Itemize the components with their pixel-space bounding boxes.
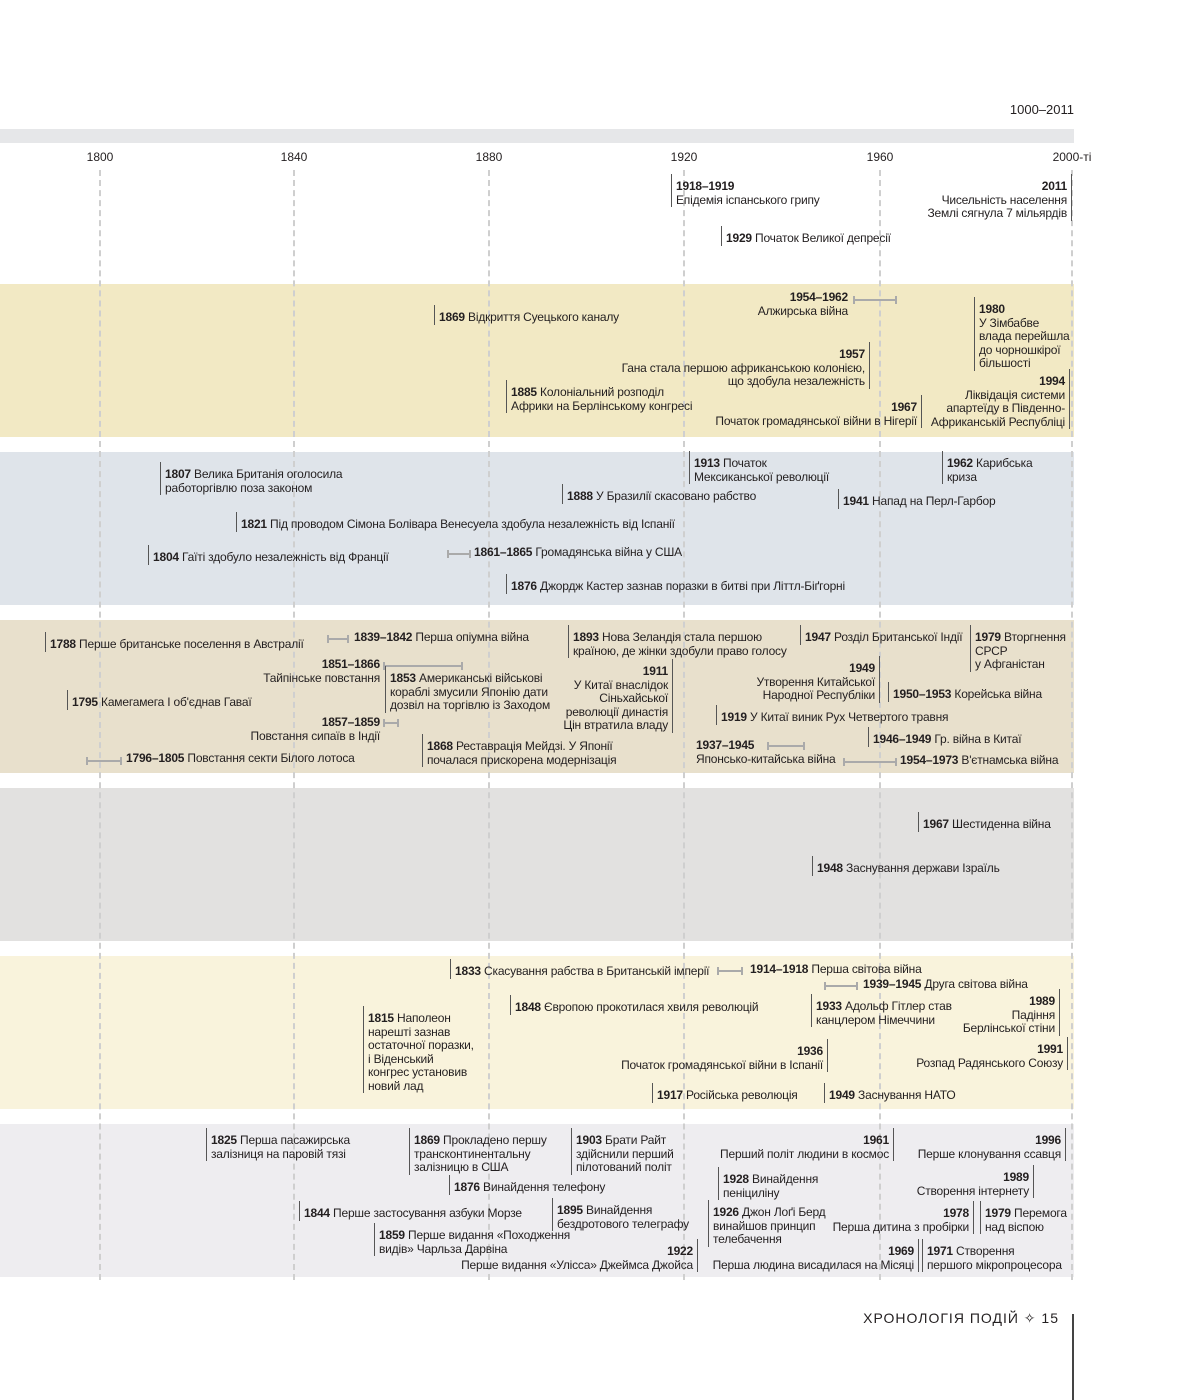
range-bar <box>844 761 896 763</box>
event: 1954–1973 В'єтнамська війна <box>900 753 1059 767</box>
event: 1936 Початок громадянської війни в Іспанії <box>621 1039 828 1072</box>
event: 1957 Гана стала першою африканською колонією, що здобула незалежність <box>622 342 870 389</box>
event: 1979 Вторгнення СРСР у Афганістан <box>970 625 1066 672</box>
event: 1989 Створення інтернету <box>917 1165 1034 1198</box>
event: 1885 Колоніальний розподіл Африки на Берлінському конгресі <box>506 380 692 413</box>
gridline <box>99 170 101 1280</box>
range-bar <box>825 985 857 987</box>
range-bar <box>384 722 398 724</box>
page-number: 15 <box>1041 1310 1059 1326</box>
event: 1876 Джордж Кастер зазнав поразки в битві при Літтл-Біґгорні <box>506 574 845 594</box>
event: 1796–1805 Повстання секти Білого лотоса <box>126 751 355 765</box>
event: 1839–1842 Перша опіумна війна <box>354 630 529 644</box>
axis-tick-1920: 1920 <box>670 150 698 164</box>
event: 1950–1953 Корейська війна <box>888 682 1042 702</box>
event: 1996 Перше клонування ссавця <box>918 1128 1066 1161</box>
event: 1928 Винайдення пеніциліну <box>718 1167 818 1200</box>
event: 1893 Нова Зеландія стала першою країною, де жінки здобули право голосу <box>568 625 787 658</box>
event: 1922 Перше видання «Улісса» Джеймса Джойса <box>461 1239 698 1272</box>
event: 1895 Винайдення бездротового телеграфу <box>552 1198 689 1231</box>
event: 1869 Прокладено першу трансконтинентальну залізницю в США <box>409 1128 547 1175</box>
event: 1971 Створення першого мікропроцесора <box>922 1239 1062 1272</box>
range-bar <box>768 745 804 747</box>
event: 1917 Російська революція <box>652 1083 798 1103</box>
event: 1868 Реставрація Мейдзі. У Японії почалася прискорена модернізація <box>422 734 616 767</box>
event: 1961 Перший політ людини в космос <box>720 1128 894 1161</box>
event: 1967 Початок громадянської війни в Нігерії <box>715 395 922 428</box>
range-bar <box>718 970 742 972</box>
event: 1926 Джон Лоґі Берд винайшов принцип телебачення <box>708 1200 825 1247</box>
event: 1933 Адольф Гітлер став канцлером Німеччини <box>811 994 952 1027</box>
axis-tick-1880: 1880 <box>475 150 503 164</box>
event: 1857–1859 Повстання сипаїв в Індії <box>250 715 380 743</box>
event: 1994 Ліквідація системи апартеїду в Південно- Африканській Республіці <box>931 369 1070 429</box>
event: 1949 Утворення Китайської Народної Республіки <box>756 656 880 703</box>
event: 1947 Розділ Британської Індії <box>800 625 962 645</box>
date-range: 1000–2011 <box>1009 102 1074 117</box>
range-bar <box>87 760 121 762</box>
event: 1939–1945 Друга світова війна <box>863 977 1028 991</box>
section-title: ХРОНОЛОГІЯ ПОДІЙ <box>863 1310 1019 1326</box>
event: 1929 Початок Великої депресії <box>721 226 891 246</box>
event: 1848 Європою прокотилася хвиля революцій <box>510 995 758 1015</box>
event: 1903 Брати Райт здійснили перший пілотований політ <box>571 1128 674 1175</box>
gridline <box>1071 170 1073 1280</box>
event: 1980 У Зімбабве влада перейшла до чорношкірої більшості <box>974 297 1070 371</box>
range-bar <box>328 638 348 640</box>
event: 1815 Наполеон нарешті зазнав остаточної поразки, і Віденський конгрес установив новий лад <box>363 1006 474 1093</box>
event: 1807 Велика Британія оголосила работоргівлю поза законом <box>160 462 342 495</box>
axis-tick-1840: 1840 <box>280 150 308 164</box>
event: 1853 Американські військові кораблі змусили Японію дати дозвіл на торгівлю із Заходом <box>385 666 550 713</box>
event: 1989 Падіння Берлінської стіни <box>963 989 1060 1036</box>
event: 1969 Перша людина висадилася на Місяці <box>713 1239 919 1272</box>
event: 1979 Перемога над віспою <box>980 1201 1067 1234</box>
top-bar <box>0 129 1074 143</box>
event: 1859 Перше видання «Походження видів» Чарльза Дарвіна <box>374 1223 570 1256</box>
footer <box>863 1310 1059 1327</box>
event: 1919 У Китаї виник Рух Четвертого травня <box>716 705 948 725</box>
event: 1941 Напад на Перл-Гарбор <box>838 489 995 509</box>
event: 1833 Скасування рабства в Британській імперії <box>450 959 709 979</box>
event: 1913 Початок Мексиканської революції <box>689 451 829 484</box>
event: 1788 Перше британське поселення в Австралії <box>45 632 304 652</box>
event: 1991 Розпад Радянського Союзу <box>916 1037 1068 1070</box>
event: 1825 Перша пасажирська залізниця на паровій тязі <box>206 1128 350 1161</box>
event: 1869 Відкриття Суецького каналу <box>434 305 619 325</box>
event: 1954–1962 Алжирська війна <box>757 290 848 318</box>
axis-tick-1800: 1800 <box>86 150 114 164</box>
event: 1918–1919 Епідемія іспанського грипу <box>671 174 820 207</box>
event: 1821 Під проводом Сімона Болівара Венесуела здобула незалежність від Іспанії <box>236 512 675 532</box>
event: 1937–1945 Японсько-китайська війна <box>696 738 836 766</box>
gridline <box>488 170 490 1280</box>
range-bar <box>448 553 470 555</box>
event: 1851–1866 Тайпінське повстання <box>263 657 380 685</box>
event: 1804 Гаїті здобуло незалежність від Франції <box>148 545 389 565</box>
event: 1949 Заснування НАТО <box>824 1083 955 1103</box>
event: 1876 Винайдення телефону <box>449 1175 605 1195</box>
footer-rule <box>1072 1314 1074 1400</box>
event: 2011 Чисельність населення Землі сягнула 7 мільярдів <box>927 174 1072 221</box>
gridline <box>683 170 685 1280</box>
event: 1967 Шестиденна війна <box>918 812 1051 832</box>
range-bar <box>854 299 896 301</box>
event: 1844 Перше застосування азбуки Морзе <box>299 1201 522 1221</box>
event: 1914–1918 Перша світова війна <box>750 962 922 976</box>
axis-tick-2000: 2000-ті <box>1052 150 1092 164</box>
event: 1861–1865 Громадянська війна у США <box>474 545 682 559</box>
star-icon: ✧ <box>1023 1310 1037 1326</box>
event: 1962 Карибська криза <box>942 451 1032 484</box>
gridline <box>879 170 881 1280</box>
event: 1795 Камегамега І об'єднав Гаваї <box>67 690 251 710</box>
event: 1978 Перша дитина з пробірки <box>833 1201 974 1234</box>
axis-tick-1960: 1960 <box>866 150 894 164</box>
event: 1946–1949 Гр. війна в Китаї <box>868 727 1021 747</box>
event: 1888 У Бразилії скасовано рабство <box>562 484 756 504</box>
event: 1948 Заснування держави Ізраїль <box>812 856 1000 876</box>
event: 1911 У Китаї внаслідок Сіньхайської революції династія Цін втратила владу <box>563 659 673 733</box>
